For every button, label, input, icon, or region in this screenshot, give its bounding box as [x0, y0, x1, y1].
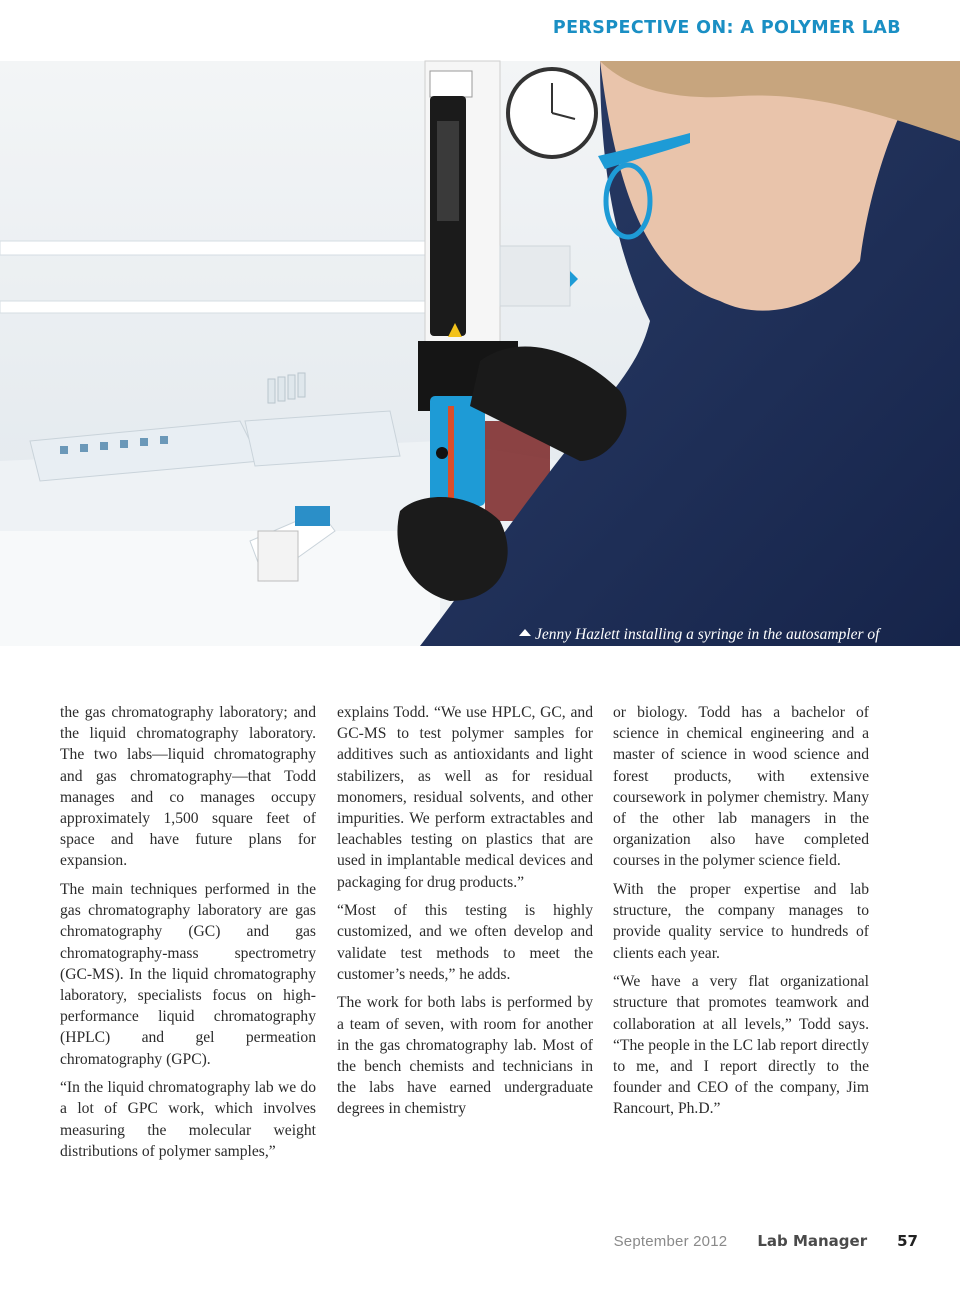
- paragraph: “In the liquid chromatography lab we do a lot of GPC work, which involves measuring the molecular weight distributions of polymer samples,”: [60, 1079, 316, 1160]
- paragraph: explains Todd. “We use HPLC, GC, and GC-MS to test polymer samples for additives such as antioxidants and light stabilizers, as well as for residual monomers, residual solvents, and other impurities. We perform extractables and leachables testing on plastics that are used in implantable medical devices and packaging for drug products.”: [337, 704, 593, 891]
- text-column-1: [60, 702, 316, 1169]
- magazine-name: Lab Manager: [757, 1232, 868, 1250]
- page-footer: [614, 1232, 918, 1254]
- caption-triangle-icon: [519, 629, 531, 636]
- photo-caption: [519, 624, 889, 666]
- lab-photo: [0, 61, 960, 664]
- page-number: 57: [897, 1232, 918, 1250]
- caption-text: Jenny Hazlett installing a syringe in the autosampler of PSI’s GC-MS units.: [519, 626, 880, 664]
- text-column-2: [337, 702, 593, 1127]
- paragraph: The main techniques performed in the gas chromatography laboratory are gas chromatography (GC) and gas chromatography-mass spectrometry (GC-MS). In the liquid chromatography laboratory, specialists focus on high-performance liquid chromatography (HPLC) and gel permeation chromatography (GPC).: [60, 881, 316, 1068]
- text-column-3: [613, 702, 869, 1127]
- paragraph: With the proper expertise and lab structure, the company manages to provide quality service to hundreds of clients each year.: [613, 881, 869, 962]
- paragraph: or biology. Todd has a bachelor of science in chemical engineering and a master of science in wood science and forest products, with extensive coursework in polymer chemistry. Many of the other lab managers in the organization also have completed courses in the polymer science field.: [613, 704, 869, 870]
- issue-date: September 2012: [613, 1233, 728, 1250]
- paragraph: the gas chromatography laboratory; and the liquid chromatography laboratory. The two labs—liquid chromatography and gas chromatography—that Todd manages and co manages occupy approximately 1,500 square feet of space and have future plans for expansion.: [60, 704, 316, 870]
- paragraph: The work for both labs is performed by a team of seven, with room for another in the gas chromatography lab. Most of the bench chemists and technicians in the labs have earned undergraduate degrees in chemistry: [337, 994, 593, 1118]
- paragraph: “Most of this testing is highly customized, and we often develop and validate test methods to meet the customer’s needs,” he adds.: [337, 902, 593, 983]
- paragraph: “We have a very flat organizational structure that promotes teamwork and collaboration at all levels,” Todd says. “The people in the LC lab report directly to me, and I report directly to the founder and CEO of the company, Jim Rancourt, Ph.D.”: [613, 973, 869, 1118]
- section-title: PERSPECTIVE ON: A POLYMER LAB: [552, 18, 901, 38]
